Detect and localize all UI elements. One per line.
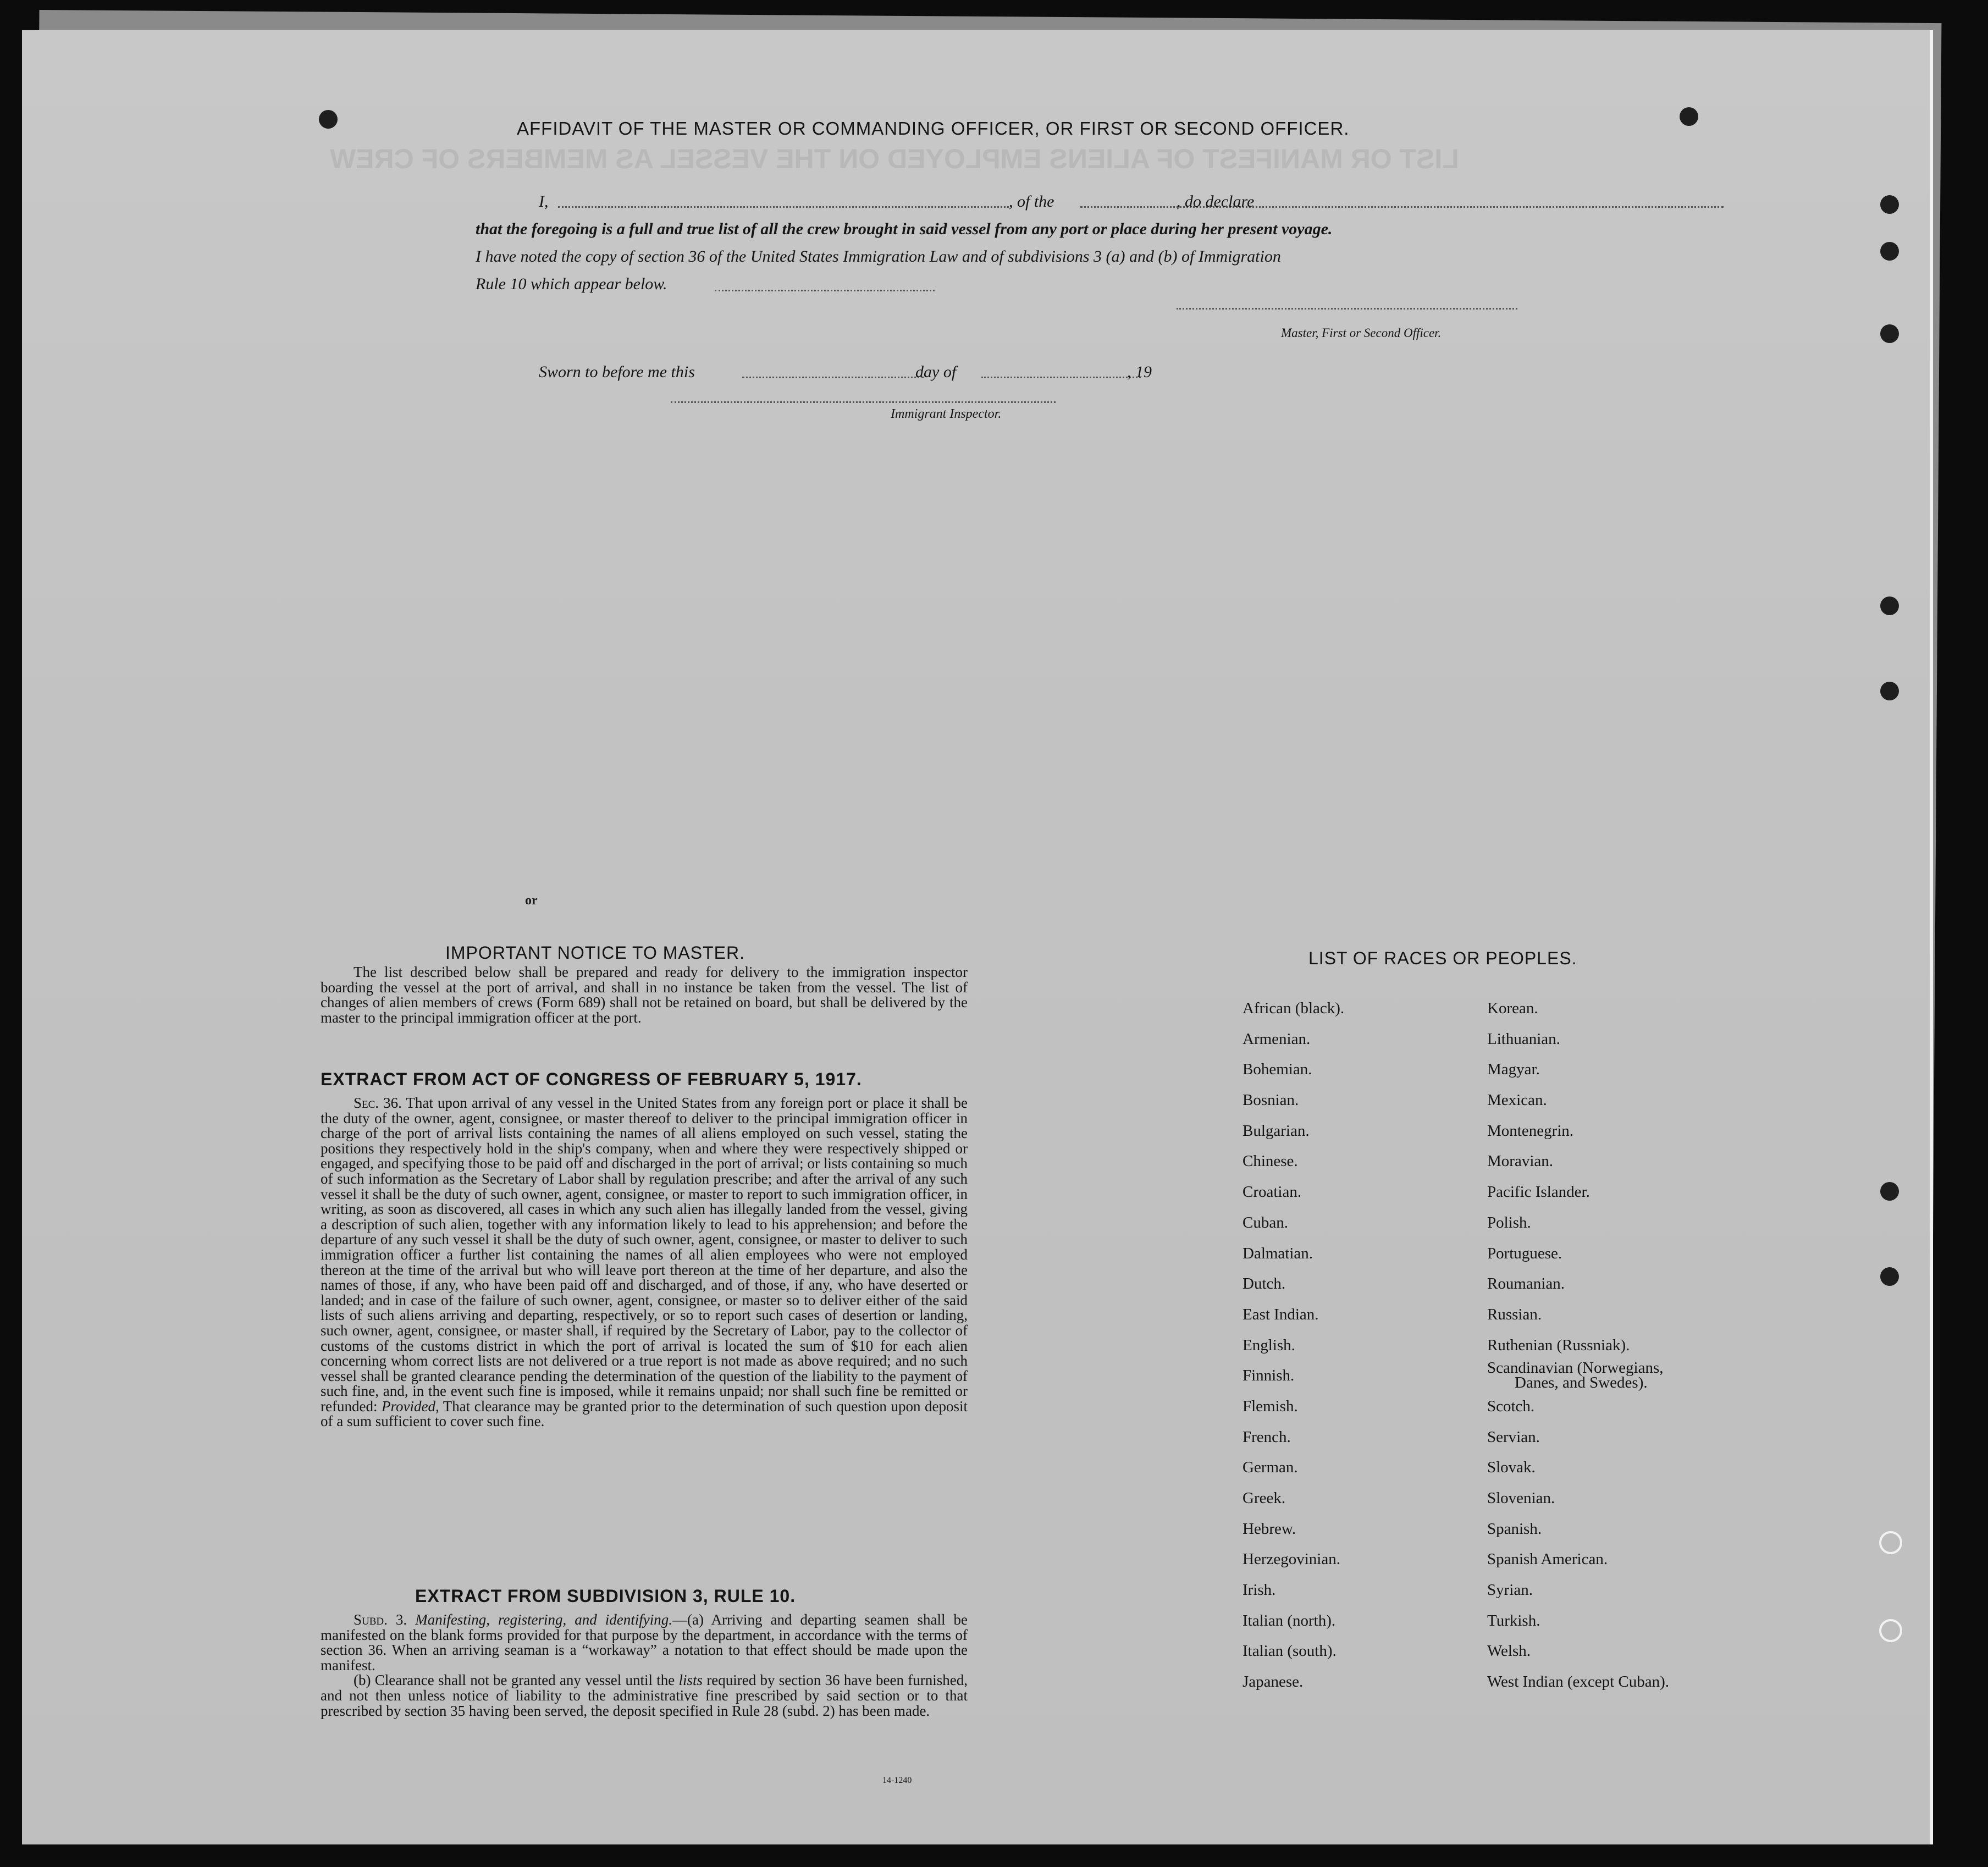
race-item: Portuguese. xyxy=(1487,1244,1562,1262)
race-item: Italian (south). xyxy=(1242,1642,1337,1660)
race-item: Herzegovinian. xyxy=(1242,1550,1340,1568)
punch-hole xyxy=(1880,682,1899,700)
subd-label: Subd. 3. xyxy=(354,1611,407,1628)
subd-text-b-lists: lists xyxy=(678,1672,703,1689)
race-item: Japanese. xyxy=(1242,1673,1304,1691)
race-item: Spanish American. xyxy=(1487,1550,1608,1568)
act-extract-body xyxy=(321,1096,968,1429)
race-item: African (black). xyxy=(1242,999,1345,1017)
day-of-label: day of xyxy=(915,363,957,381)
race-item-continuation: Danes, and Swedes). xyxy=(1515,1374,1648,1392)
affidavit-body-line-1: that the foregoing is a full and true list of all the crew brought in said vessel from any port or place during her present voyage. xyxy=(476,220,1333,238)
subd-text-b-rest: required by section 36 have been furnished, and not then unless notice of liability to the administrative fine prescribed by said section or to that prescribed by section 35 having been served, the deposit specified in Rule 28 (subd. 2) has been made. xyxy=(321,1672,968,1719)
race-item: Mexican. xyxy=(1487,1091,1547,1109)
race-item: Dutch. xyxy=(1242,1275,1286,1293)
reinforcement-ring xyxy=(1879,1619,1902,1642)
punch-hole xyxy=(1680,107,1698,126)
rule-dotted-line xyxy=(715,290,935,291)
punch-hole xyxy=(1880,242,1899,261)
race-item: Syrian. xyxy=(1487,1581,1533,1599)
races-column-left xyxy=(1242,993,1344,1698)
race-item: Servian. xyxy=(1487,1428,1540,1446)
race-item: Scotch. xyxy=(1487,1397,1535,1415)
subd-text-a: —(a) Arriving and departing seamen shall be manifested on the blank forms provided for that purpose by the department, in accordance with the terms of section 36. When an arriving seaman is a “workaway” a notation to that effect should be made upon the manifest. xyxy=(321,1611,968,1673)
race-item: Pacific Islander. xyxy=(1487,1183,1590,1201)
race-item-line: Scandinavian (Norwegians, xyxy=(1487,1359,1664,1377)
race-item: Greek. xyxy=(1242,1489,1286,1507)
race-item: Flemish. xyxy=(1242,1397,1298,1415)
notice-title: IMPORTANT NOTICE TO MASTER. xyxy=(445,943,745,963)
race-item: Lithuanian. xyxy=(1487,1030,1560,1048)
punch-hole xyxy=(319,110,338,129)
race-item: East Indian. xyxy=(1242,1305,1319,1323)
act-extract-paragraph xyxy=(321,1096,968,1429)
section-label: Sec. 36. xyxy=(354,1095,402,1111)
race-item: Welsh. xyxy=(1487,1642,1531,1660)
sworn-day-field[interactable] xyxy=(742,377,924,378)
notice-body xyxy=(321,965,968,1025)
rule-paragraph-a xyxy=(321,1612,968,1673)
master-signature-field[interactable] xyxy=(1177,308,1517,310)
punch-hole xyxy=(1880,1267,1899,1286)
race-item: Dalmatian. xyxy=(1242,1244,1313,1262)
affidavit-body-line-3: Rule 10 which appear below. xyxy=(476,275,667,293)
race-item: Armenian. xyxy=(1242,1030,1311,1048)
sworn-before-label: Sworn to before me this xyxy=(539,363,695,381)
race-item: Moravian. xyxy=(1487,1152,1553,1170)
races-column-right xyxy=(1487,993,1669,1698)
section-text: That upon arrival of any vessel in the United States from any foreign port or place it shall be the duty of the owner, agent, consignee, or master thereof to deliver to the principal immigration officer in charge of the port of arrival lists containing the names of all aliens employed on such vessel, stating the positions they respectively hold in the ship's company, when and where they were respectively shipped or engaged, and specifying those to be paid off and discharged in the port of arrival; or lists containing so much of such information as the Secretary of Labor shall by regulation prescribe; and after the arrival of any such vessel it shall be the duty of such owner, agent, consignee, or master to report to such immigration officer, in writing, as soon as discovered, all cases in which any such alien has illegally landed from the vessel, giving a description of such alien, together with any information likely to lead to his apprehension; and before the departure of any such vessel it shall be the duty of such owner, agent, consignee, or master to deliver to such immigration officer a further list containing the names of all alien employees who were not employed thereon at the time of the arrival but who will leave port thereon at the time of her departure, and also the names of those, if any, who have been paid off and discharged, and of those, if any, who have deserted or landed; and in case of the failure of such owner, agent, consignee, or master so to deliver either of the said lists of such aliens arriving and departing, respectively, or so to report such cases of desertion or landing, such owner, agent, consignee, or master shall, if required by the Secretary of Labor, pay to the collector of customs of the customs district in which the port of arrival is located the sum of $10 for each alien concerning whom correct lists are not delivered or a true report is not made as above required; and no such vessel shall be granted clearance pending the determination of the question of the liability to the payment of such fine, and, in the event such fine is imposed, while it remains unpaid; nor shall such fine be remitted or refunded: xyxy=(321,1095,968,1415)
affidavit-title: AFFIDAVIT OF THE MASTER OR COMMANDING OFFICER, OR FIRST OR SECOND OFFICER. xyxy=(517,118,1350,139)
race-item: Spanish. xyxy=(1487,1520,1542,1538)
race-item: Bohemian. xyxy=(1242,1060,1312,1079)
race-item: West Indian (except Cuban). xyxy=(1487,1673,1670,1691)
race-item: Finnish. xyxy=(1242,1367,1295,1385)
subd-heading: Manifesting, registering, and identifying. xyxy=(415,1611,672,1628)
bleed-through-title: LIST OR MANIFEST OF ALIENS EMPLOYED ON THE VESSEL AS MEMBERS OF CREW xyxy=(330,143,1459,174)
race-item: Slovak. xyxy=(1487,1459,1536,1477)
punch-hole xyxy=(1880,195,1899,214)
affidavit-of-the: , of the xyxy=(1009,192,1054,211)
races-title: LIST OF RACES OR PEOPLES. xyxy=(1308,948,1577,968)
inspector-signature-field[interactable] xyxy=(671,401,1056,403)
race-item: Korean. xyxy=(1487,999,1538,1017)
proviso-text: That clearance may be granted prior to the determination of such question upon deposit of a sum sufficient to cover such fine. xyxy=(321,1398,968,1430)
race-item: Russian. xyxy=(1487,1305,1542,1323)
stray-mark: or xyxy=(525,893,538,908)
affidavit-body-line-2: I have noted the copy of section 36 of the United States Immigration Law and of subdivisions 3 (a) and (b) of Immigration xyxy=(476,247,1281,266)
punch-hole xyxy=(1880,1182,1899,1201)
document-page xyxy=(22,30,1933,1844)
subd-text-b-start: (b) Clearance shall not be granted any vessel until the xyxy=(354,1672,675,1689)
race-item: Cuban. xyxy=(1242,1213,1288,1231)
rule-extract-body xyxy=(321,1612,968,1719)
race-item: Hebrew. xyxy=(1242,1520,1296,1538)
race-item: Italian (north). xyxy=(1242,1611,1336,1630)
inspector-label: Immigrant Inspector. xyxy=(891,407,1002,421)
act-extract-title: EXTRACT FROM ACT OF CONGRESS OF FEBRUARY 5, 1917. xyxy=(321,1069,862,1089)
race-item: Bosnian. xyxy=(1242,1091,1299,1109)
affidavit-i-label: I, xyxy=(539,192,549,211)
race-item: Polish. xyxy=(1487,1213,1531,1231)
race-item: Chinese. xyxy=(1242,1152,1298,1170)
notice-paragraph: The list described below shall be prepared and ready for delivery to the immigration inspector boarding the vessel at the port of arrival, and shall in no instance be taken from the vessel. The list of changes of alien members of crews (Form 689) shall not be retained on board, but shall be delivered by the master to the principal immigration officer at the port. xyxy=(321,964,968,1026)
race-item: Bulgarian. xyxy=(1242,1122,1310,1140)
rule-paragraph-b xyxy=(321,1673,968,1719)
declarant-name-field[interactable] xyxy=(558,206,1009,208)
race-item: Montenegrin. xyxy=(1487,1122,1574,1140)
punch-hole xyxy=(1880,596,1899,615)
punch-hole xyxy=(1880,324,1899,343)
race-item: German. xyxy=(1242,1459,1298,1477)
proviso-label: Provided, xyxy=(382,1398,439,1415)
master-signature-label: Master, First or Second Officer. xyxy=(1281,326,1442,340)
year-prefix-label: , 19 xyxy=(1127,363,1152,381)
race-item: Roumanian. xyxy=(1487,1275,1565,1293)
affidavit-do-declare: , do declare xyxy=(1177,192,1255,211)
race-item: Magyar. xyxy=(1487,1060,1540,1079)
race-item: Slovenian. xyxy=(1487,1489,1555,1507)
race-item: English. xyxy=(1242,1336,1295,1354)
race-item: Turkish. xyxy=(1487,1611,1540,1630)
rule-extract-title: EXTRACT FROM SUBDIVISION 3, RULE 10. xyxy=(415,1586,796,1606)
form-number: 14-1240 xyxy=(882,1776,912,1785)
race-item: Ruthenian (Russniak). xyxy=(1487,1336,1630,1354)
race-item xyxy=(1487,1361,1669,1391)
race-item: Croatian. xyxy=(1242,1183,1302,1201)
sworn-month-field[interactable] xyxy=(981,377,1141,378)
race-item: French. xyxy=(1242,1428,1291,1446)
race-item: Irish. xyxy=(1242,1581,1276,1599)
reinforcement-ring xyxy=(1879,1531,1902,1554)
